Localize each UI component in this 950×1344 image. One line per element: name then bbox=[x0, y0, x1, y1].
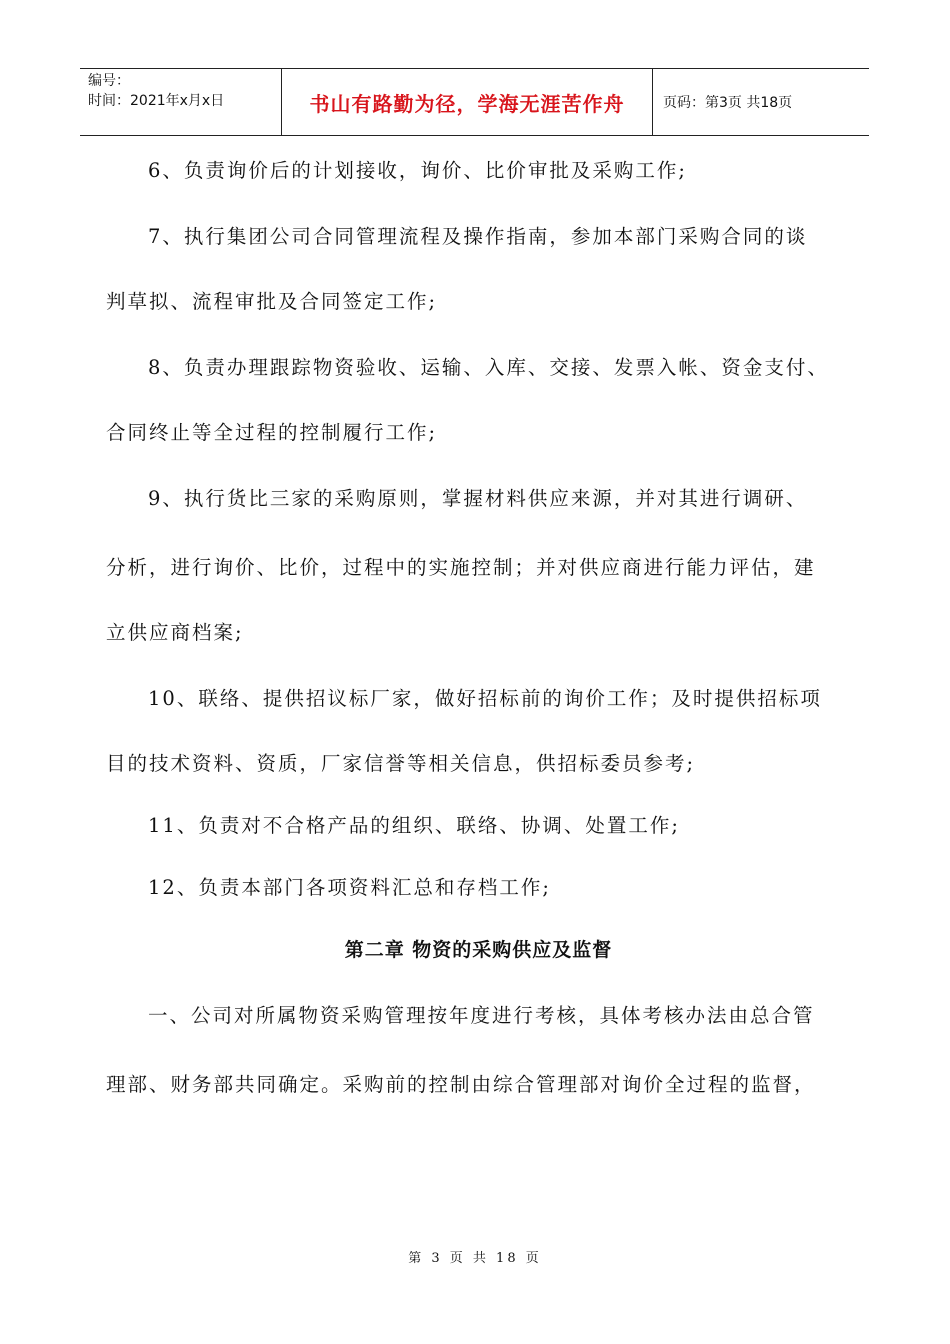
paragraph-line: 目的技术资料、资质，厂家信誉等相关信息，供招标委员参考; bbox=[106, 752, 696, 775]
document-body bbox=[106, 140, 851, 1119]
paragraph-line: 立供应商档案; bbox=[106, 621, 244, 644]
paragraph-line: 9、执行货比三家的采购原则，掌握材料供应来源，并对其进行调研、 bbox=[148, 487, 808, 510]
paragraph-line: 判草拟、流程审批及合同签定工作; bbox=[106, 290, 438, 313]
paragraph-line: 理部、财务部共同确定。采购前的控制由综合管理部对询价全过程的监督， bbox=[106, 1073, 816, 1096]
page-footer: 第 3 页 共 18 页 bbox=[408, 1251, 542, 1266]
paragraph-line: 12、负责本部门各项资料汇总和存档工作; bbox=[148, 876, 551, 899]
document-number-label: 编号： bbox=[88, 73, 130, 89]
paragraph-line: 6、负责询价后的计划接收，询价、比价审批及采购工作; bbox=[148, 159, 687, 182]
paragraph-line: 11、负责对不合格产品的组织、联络、协调、处置工作; bbox=[148, 814, 680, 837]
chapter-heading: 第二章 物资的采购供应及监督 bbox=[344, 939, 613, 961]
page-header bbox=[80, 68, 869, 136]
header-page-info: 页码：第3页 共18页 bbox=[663, 95, 793, 111]
header-motto: 书山有路勤为径，学海无涯苦作舟 bbox=[282, 69, 653, 135]
header-meta-cell bbox=[80, 69, 282, 135]
paragraph-line: 分析，进行询价、比价，过程中的实施控制；并对供应商进行能力评估，建 bbox=[106, 556, 816, 579]
paragraph-line: 合同终止等全过程的控制履行工作; bbox=[106, 421, 438, 444]
paragraph-line: 8、负责办理跟踪物资验收、运输、入库、交接、发票入帐、资金支付、 bbox=[148, 356, 829, 379]
paragraph-line: 10、联络、提供招议标厂家，做好招标前的询价工作；及时提供招标项 bbox=[148, 687, 822, 710]
document-time-label: 时间：2021年x月x日 bbox=[88, 93, 225, 109]
paragraph-line: 一、公司对所属物资采购管理按年度进行考核，具体考核办法由总合管 bbox=[148, 1004, 815, 1027]
paragraph-line: 7、执行集团公司合同管理流程及操作指南，参加本部门采购合同的谈 bbox=[148, 225, 808, 248]
